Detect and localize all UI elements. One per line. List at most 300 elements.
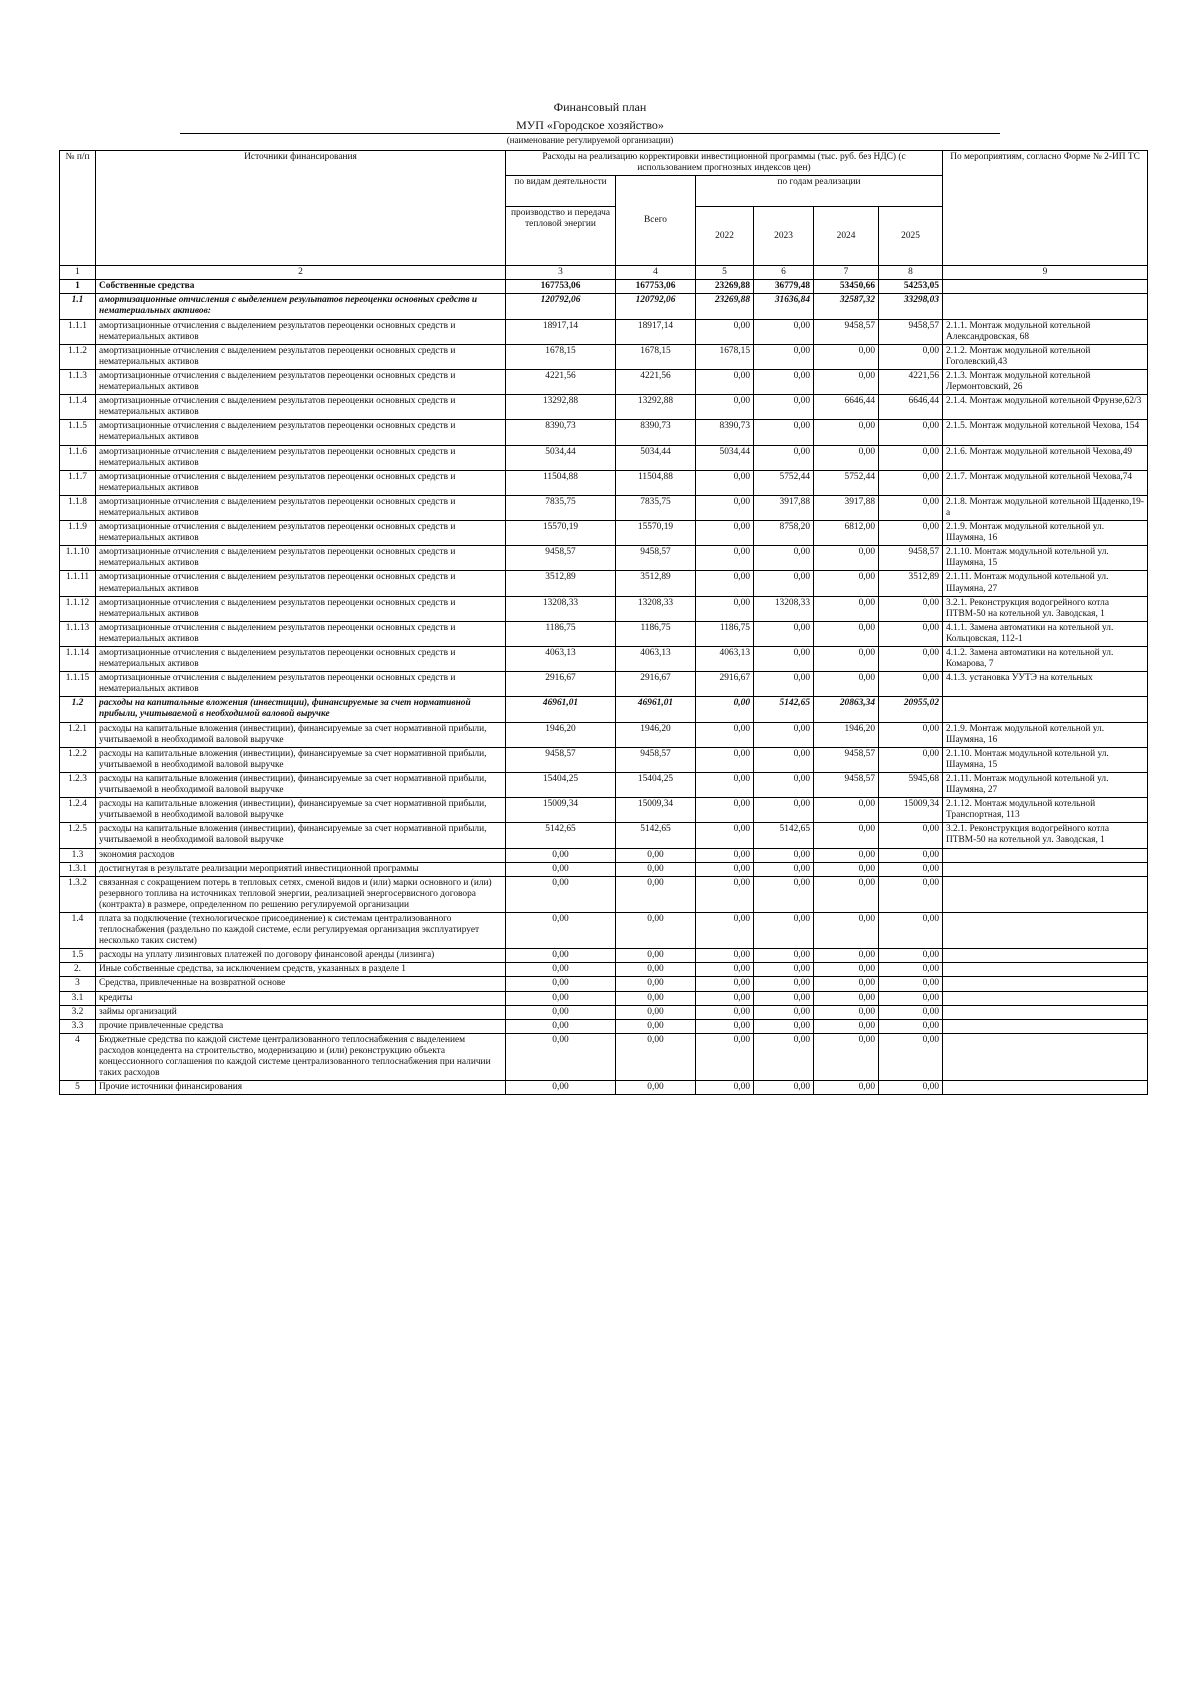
- measure-cell: 4.1.1. Замена автоматики на котельной ул. Кольцовская, 112-1: [943, 621, 1148, 646]
- header-activity-name: производство и передача тепловой энергии: [506, 207, 616, 266]
- source-name-cell: Собственные средства: [96, 280, 506, 294]
- activity-value-cell: 0,00: [506, 1033, 616, 1080]
- table-row: [60, 977, 1148, 991]
- source-name-cell: амортизационные отчисления с выделением результатов переоценки основных средств и нематериальных активов: [96, 470, 506, 495]
- row-number-cell: 1.4: [60, 912, 96, 948]
- source-name-cell: амортизационные отчисления с выделением результатов переоценки основных средств и нематериальных активов: [96, 647, 506, 672]
- table-row: [60, 963, 1148, 977]
- activity-value-cell: 9458,57: [506, 546, 616, 571]
- activity-value-cell: 9458,57: [506, 747, 616, 772]
- measure-cell: 2.1.6. Монтаж модульной котельной Чехова,49: [943, 445, 1148, 470]
- total-value-cell: 1678,15: [616, 344, 696, 369]
- total-value-cell: 0,00: [616, 963, 696, 977]
- year-2023-cell: 0,00: [754, 747, 814, 772]
- source-name-cell: расходы на капитальные вложения (инвестиции), финансируемые за счет нормативной прибыли, учитываемой в необходимой валовой выручке: [96, 747, 506, 772]
- activity-value-cell: 1946,20: [506, 722, 616, 747]
- row-number-cell: 1.1.15: [60, 672, 96, 697]
- year-2023-cell: 5142,65: [754, 823, 814, 848]
- year-2022-cell: 0,00: [696, 722, 754, 747]
- total-value-cell: 13208,33: [616, 596, 696, 621]
- source-name-cell: амортизационные отчисления с выделением результатов переоценки основных средств и нематериальных активов: [96, 546, 506, 571]
- organization-underline: [180, 133, 1000, 134]
- row-number-cell: 1.5: [60, 949, 96, 963]
- activity-value-cell: 0,00: [506, 862, 616, 876]
- year-2025-cell: 0,00: [879, 470, 943, 495]
- measure-cell: 2.1.8. Монтаж модульной котельной Щаденко,19-а: [943, 495, 1148, 520]
- measure-cell: 2.1.4. Монтаж модульной котельной Фрунзе,62/3: [943, 395, 1148, 420]
- activity-value-cell: 1186,75: [506, 621, 616, 646]
- header-year-2024: 2024: [814, 207, 879, 266]
- column-numbers-row: [60, 266, 1148, 280]
- source-name-cell: достигнутая в результате реализации мероприятий инвестиционной программы: [96, 862, 506, 876]
- activity-value-cell: 15570,19: [506, 521, 616, 546]
- total-value-cell: 0,00: [616, 1019, 696, 1033]
- table-row: [60, 420, 1148, 445]
- total-value-cell: 120792,06: [616, 294, 696, 319]
- year-2022-cell: 0,00: [696, 912, 754, 948]
- table-row: [60, 1081, 1148, 1095]
- source-name-cell: плата за подключение (технологическое присоединение) к системам централизованного теплоснабжения (раздельно по каждой системе, если регулируемая организация эксплуатирует несколько таких систем): [96, 912, 506, 948]
- year-2022-cell: 0,00: [696, 521, 754, 546]
- measure-cell: 2.1.2. Монтаж модульной котельной Гоголевский,43: [943, 344, 1148, 369]
- table-row: [60, 344, 1148, 369]
- measure-cell: 2.1.3. Монтаж модульной котельной Лермонтовский, 26: [943, 369, 1148, 394]
- measure-cell: [943, 876, 1148, 912]
- row-number-cell: 1: [60, 280, 96, 294]
- activity-value-cell: 13292,88: [506, 395, 616, 420]
- organization-name-text: МУП «Городское хозяйство»: [516, 118, 664, 132]
- table-row: [60, 798, 1148, 823]
- year-2024-cell: 0,00: [814, 420, 879, 445]
- year-2024-cell: 0,00: [814, 1081, 879, 1095]
- year-2025-cell: 0,00: [879, 722, 943, 747]
- year-2024-cell: 0,00: [814, 991, 879, 1005]
- year-2025-cell: 0,00: [879, 647, 943, 672]
- row-number-cell: 1.1: [60, 294, 96, 319]
- col-number: 4: [616, 266, 696, 280]
- year-2023-cell: 0,00: [754, 912, 814, 948]
- total-value-cell: 1946,20: [616, 722, 696, 747]
- measure-cell: [943, 1005, 1148, 1019]
- row-number-cell: 1.1.14: [60, 647, 96, 672]
- year-2024-cell: 0,00: [814, 546, 879, 571]
- year-2022-cell: 0,00: [696, 862, 754, 876]
- year-2023-cell: 31636,84: [754, 294, 814, 319]
- source-name-cell: амортизационные отчисления с выделением результатов переоценки основных средств и нематериальных активов: [96, 495, 506, 520]
- year-2022-cell: 0,00: [696, 798, 754, 823]
- year-2023-cell: 0,00: [754, 876, 814, 912]
- header-total: Всего: [616, 176, 696, 266]
- measure-cell: [943, 862, 1148, 876]
- row-number-cell: 1.1.3: [60, 369, 96, 394]
- year-2023-cell: 0,00: [754, 319, 814, 344]
- table-row: [60, 823, 1148, 848]
- year-2024-cell: 6646,44: [814, 395, 879, 420]
- measure-cell: [943, 912, 1148, 948]
- row-number-cell: 1.1.10: [60, 546, 96, 571]
- total-value-cell: 18917,14: [616, 319, 696, 344]
- activity-value-cell: 46961,01: [506, 697, 616, 722]
- table-row: [60, 848, 1148, 862]
- measure-cell: [943, 697, 1148, 722]
- total-value-cell: 4063,13: [616, 647, 696, 672]
- year-2025-cell: 0,00: [879, 495, 943, 520]
- source-name-cell: амортизационные отчисления с выделением результатов переоценки основных средств и нематериальных активов: [96, 521, 506, 546]
- table-row: [60, 672, 1148, 697]
- total-value-cell: 0,00: [616, 1081, 696, 1095]
- year-2024-cell: 0,00: [814, 445, 879, 470]
- year-2023-cell: 8758,20: [754, 521, 814, 546]
- table-row: [60, 991, 1148, 1005]
- activity-value-cell: 0,00: [506, 991, 616, 1005]
- year-2025-cell: 0,00: [879, 445, 943, 470]
- row-number-cell: 1.2.4: [60, 798, 96, 823]
- activity-value-cell: 0,00: [506, 949, 616, 963]
- year-2023-cell: 0,00: [754, 1019, 814, 1033]
- row-number-cell: 1.1.7: [60, 470, 96, 495]
- year-2023-cell: 5752,44: [754, 470, 814, 495]
- year-2025-cell: 4221,56: [879, 369, 943, 394]
- col-number: 7: [814, 266, 879, 280]
- measure-cell: 2.1.11. Монтаж модульной котельной ул. Шаумяна, 27: [943, 772, 1148, 797]
- year-2022-cell: 0,00: [696, 823, 754, 848]
- year-2025-cell: 54253,05: [879, 280, 943, 294]
- source-name-cell: экономия расходов: [96, 848, 506, 862]
- row-number-cell: 1.1.13: [60, 621, 96, 646]
- year-2023-cell: 36779,48: [754, 280, 814, 294]
- year-2024-cell: 0,00: [814, 1019, 879, 1033]
- header-expenses: Расходы на реализацию корректировки инвестиционной программы (тыс. руб. без НДС) (с использованием прогнозных индексов цен): [506, 151, 943, 176]
- row-number-cell: 1.2.1: [60, 722, 96, 747]
- year-2022-cell: 0,00: [696, 395, 754, 420]
- row-number-cell: 1.1.8: [60, 495, 96, 520]
- year-2025-cell: 0,00: [879, 747, 943, 772]
- year-2025-cell: 0,00: [879, 344, 943, 369]
- year-2023-cell: 0,00: [754, 1081, 814, 1095]
- year-2025-cell: 0,00: [879, 823, 943, 848]
- year-2022-cell: 0,00: [696, 747, 754, 772]
- source-name-cell: расходы на уплату лизинговых платежей по договору финансовой аренды (лизинга): [96, 949, 506, 963]
- table-row: [60, 369, 1148, 394]
- year-2024-cell: 0,00: [814, 977, 879, 991]
- table-row: [60, 772, 1148, 797]
- activity-value-cell: 15009,34: [506, 798, 616, 823]
- row-number-cell: 3: [60, 977, 96, 991]
- row-number-cell: 4: [60, 1033, 96, 1080]
- year-2023-cell: 0,00: [754, 621, 814, 646]
- total-value-cell: 9458,57: [616, 747, 696, 772]
- year-2025-cell: 6646,44: [879, 395, 943, 420]
- measure-cell: 2.1.9. Монтаж модульной котельной ул. Шаумяна, 16: [943, 521, 1148, 546]
- source-name-cell: Прочие источники финансирования: [96, 1081, 506, 1095]
- source-name-cell: Иные собственные средства, за исключением средств, указанных в разделе 1: [96, 963, 506, 977]
- year-2024-cell: 32587,32: [814, 294, 879, 319]
- header-year-2025: 2025: [879, 207, 943, 266]
- table-row: [60, 445, 1148, 470]
- year-2022-cell: 1186,75: [696, 621, 754, 646]
- document-title: Финансовый план: [553, 100, 647, 114]
- total-value-cell: 9458,57: [616, 546, 696, 571]
- total-value-cell: 15009,34: [616, 798, 696, 823]
- year-2022-cell: 0,00: [696, 1019, 754, 1033]
- year-2024-cell: 0,00: [814, 862, 879, 876]
- row-number-cell: 5: [60, 1081, 96, 1095]
- row-number-cell: 1.2: [60, 697, 96, 722]
- table-row: [60, 647, 1148, 672]
- total-value-cell: 0,00: [616, 876, 696, 912]
- year-2022-cell: 0,00: [696, 963, 754, 977]
- year-2024-cell: 0,00: [814, 823, 879, 848]
- row-number-cell: 3.1: [60, 991, 96, 1005]
- activity-value-cell: 4063,13: [506, 647, 616, 672]
- year-2023-cell: 0,00: [754, 571, 814, 596]
- total-value-cell: 46961,01: [616, 697, 696, 722]
- measure-cell: [943, 294, 1148, 319]
- year-2022-cell: 0,00: [696, 369, 754, 394]
- total-value-cell: 11504,88: [616, 470, 696, 495]
- activity-value-cell: 5142,65: [506, 823, 616, 848]
- measure-cell: 3.2.1. Реконструкция водогрейного котла ПТВМ-50 на котельной ул. Заводская, 1: [943, 596, 1148, 621]
- year-2025-cell: 5945,68: [879, 772, 943, 797]
- year-2024-cell: 9458,57: [814, 747, 879, 772]
- total-value-cell: 4221,56: [616, 369, 696, 394]
- activity-value-cell: 5034,44: [506, 445, 616, 470]
- year-2024-cell: 0,00: [814, 912, 879, 948]
- source-name-cell: амортизационные отчисления с выделением результатов переоценки основных средств и нематериальных активов: [96, 672, 506, 697]
- source-name-cell: амортизационные отчисления с выделением результатов переоценки основных средств и нематериальных активов: [96, 420, 506, 445]
- year-2025-cell: 0,00: [879, 672, 943, 697]
- year-2022-cell: 0,00: [696, 571, 754, 596]
- table-row: [60, 294, 1148, 319]
- year-2025-cell: 0,00: [879, 876, 943, 912]
- table-row: [60, 596, 1148, 621]
- total-value-cell: 0,00: [616, 991, 696, 1005]
- year-2023-cell: 0,00: [754, 672, 814, 697]
- header-num: № п/п: [60, 151, 96, 266]
- year-2025-cell: 33298,03: [879, 294, 943, 319]
- measure-cell: 3.2.1. Реконструкция водогрейного котла ПТВМ-50 на котельной ул. Заводская, 1: [943, 823, 1148, 848]
- source-name-cell: амортизационные отчисления с выделением результатов переоценки основных средств и нематериальных активов: [96, 319, 506, 344]
- source-name-cell: прочие привлеченные средства: [96, 1019, 506, 1033]
- total-value-cell: 2916,67: [616, 672, 696, 697]
- row-number-cell: 1.2.3: [60, 772, 96, 797]
- year-2024-cell: 0,00: [814, 1033, 879, 1080]
- row-number-cell: 1.1.11: [60, 571, 96, 596]
- table-row: [60, 546, 1148, 571]
- year-2023-cell: 0,00: [754, 991, 814, 1005]
- table-row: [60, 949, 1148, 963]
- measure-cell: 2.1.1. Монтаж модульной котельной Александровская, 68: [943, 319, 1148, 344]
- year-2022-cell: 0,00: [696, 495, 754, 520]
- header-row-1: [60, 151, 1148, 176]
- activity-value-cell: 2916,67: [506, 672, 616, 697]
- table-row: [60, 571, 1148, 596]
- header-by-activity: по видам деятельности: [506, 176, 616, 207]
- year-2023-cell: 0,00: [754, 772, 814, 797]
- source-name-cell: Средства, привлеченные на возвратной основе: [96, 977, 506, 991]
- total-value-cell: 15404,25: [616, 772, 696, 797]
- year-2023-cell: 5142,65: [754, 697, 814, 722]
- year-2023-cell: 0,00: [754, 977, 814, 991]
- year-2022-cell: 8390,73: [696, 420, 754, 445]
- row-number-cell: 1.1.5: [60, 420, 96, 445]
- activity-value-cell: 1678,15: [506, 344, 616, 369]
- total-value-cell: 1186,75: [616, 621, 696, 646]
- row-number-cell: 1.1.12: [60, 596, 96, 621]
- source-name-cell: расходы на капитальные вложения (инвестиции), финансируемые за счет нормативной прибыли, учитываемой в необходимой валовой выручке: [96, 823, 506, 848]
- year-2024-cell: 9458,57: [814, 319, 879, 344]
- measure-cell: [943, 848, 1148, 862]
- year-2024-cell: 5752,44: [814, 470, 879, 495]
- table-row: [60, 319, 1148, 344]
- year-2023-cell: 0,00: [754, 722, 814, 747]
- table-row: [60, 470, 1148, 495]
- year-2023-cell: 0,00: [754, 647, 814, 672]
- table-row: [60, 395, 1148, 420]
- total-value-cell: 15570,19: [616, 521, 696, 546]
- year-2022-cell: 0,00: [696, 1081, 754, 1095]
- row-number-cell: 3.2: [60, 1005, 96, 1019]
- year-2025-cell: 9458,57: [879, 319, 943, 344]
- table-row: [60, 621, 1148, 646]
- measure-cell: [943, 949, 1148, 963]
- year-2023-cell: 0,00: [754, 395, 814, 420]
- year-2024-cell: 3917,88: [814, 495, 879, 520]
- header-source: Источники финансирования: [96, 151, 506, 266]
- organization-caption: (наименование регулируемой организации): [506, 135, 674, 145]
- total-value-cell: 0,00: [616, 949, 696, 963]
- source-name-cell: амортизационные отчисления с выделением результатов переоценки основных средств и нематериальных активов:: [96, 294, 506, 319]
- col-number: 9: [943, 266, 1148, 280]
- row-number-cell: 1.2.5: [60, 823, 96, 848]
- measure-cell: [943, 1019, 1148, 1033]
- table-row: [60, 521, 1148, 546]
- source-name-cell: расходы на капитальные вложения (инвестиции), финансируемые за счет нормативной прибыли, учитываемой в необходимой валовой выручке: [96, 798, 506, 823]
- table-row: [60, 747, 1148, 772]
- activity-value-cell: 15404,25: [506, 772, 616, 797]
- year-2025-cell: 15009,34: [879, 798, 943, 823]
- table-row: [60, 862, 1148, 876]
- measure-cell: [943, 977, 1148, 991]
- year-2025-cell: 0,00: [879, 1033, 943, 1080]
- table-row: [60, 495, 1148, 520]
- year-2022-cell: 0,00: [696, 876, 754, 912]
- activity-value-cell: 11504,88: [506, 470, 616, 495]
- activity-value-cell: 0,00: [506, 963, 616, 977]
- source-name-cell: амортизационные отчисления с выделением результатов переоценки основных средств и нематериальных активов: [96, 445, 506, 470]
- year-2022-cell: 2916,67: [696, 672, 754, 697]
- row-number-cell: 1.1.4: [60, 395, 96, 420]
- year-2024-cell: 0,00: [814, 963, 879, 977]
- total-value-cell: 5142,65: [616, 823, 696, 848]
- year-2025-cell: 0,00: [879, 1081, 943, 1095]
- year-2023-cell: 13208,33: [754, 596, 814, 621]
- col-number: 1: [60, 266, 96, 280]
- measure-cell: [943, 963, 1148, 977]
- year-2025-cell: 0,00: [879, 977, 943, 991]
- year-2022-cell: 0,00: [696, 596, 754, 621]
- year-2024-cell: 53450,66: [814, 280, 879, 294]
- year-2024-cell: 0,00: [814, 369, 879, 394]
- header-year-2022: 2022: [696, 207, 754, 266]
- year-2025-cell: 0,00: [879, 949, 943, 963]
- source-name-cell: амортизационные отчисления с выделением результатов переоценки основных средств и нематериальных активов: [96, 571, 506, 596]
- measure-cell: 2.1.10. Монтаж модульной котельной ул. Шаумяна, 15: [943, 546, 1148, 571]
- measure-cell: [943, 991, 1148, 1005]
- organization-name: [180, 118, 1000, 133]
- row-number-cell: 2.: [60, 963, 96, 977]
- total-value-cell: 167753,06: [616, 280, 696, 294]
- year-2022-cell: 0,00: [696, 991, 754, 1005]
- year-2023-cell: 0,00: [754, 369, 814, 394]
- activity-value-cell: 0,00: [506, 1005, 616, 1019]
- measure-cell: [943, 280, 1148, 294]
- source-name-cell: амортизационные отчисления с выделением результатов переоценки основных средств и нематериальных активов: [96, 344, 506, 369]
- table-row: [60, 697, 1148, 722]
- row-number-cell: 1.1.2: [60, 344, 96, 369]
- source-name-cell: расходы на капитальные вложения (инвестиции), финансируемые за счет нормативной прибыли, учитываемой в необходимой валовой выручке: [96, 697, 506, 722]
- year-2023-cell: 0,00: [754, 344, 814, 369]
- year-2023-cell: 0,00: [754, 1005, 814, 1019]
- year-2024-cell: 0,00: [814, 596, 879, 621]
- year-2024-cell: 6812,00: [814, 521, 879, 546]
- total-value-cell: 0,00: [616, 848, 696, 862]
- activity-value-cell: 0,00: [506, 1081, 616, 1095]
- year-2024-cell: 0,00: [814, 798, 879, 823]
- year-2023-cell: 0,00: [754, 798, 814, 823]
- year-2022-cell: 0,00: [696, 1033, 754, 1080]
- year-2023-cell: 0,00: [754, 848, 814, 862]
- year-2022-cell: 23269,88: [696, 280, 754, 294]
- measure-cell: 2.1.5. Монтаж модульной котельной Чехова, 154: [943, 420, 1148, 445]
- year-2024-cell: 1946,20: [814, 722, 879, 747]
- year-2025-cell: 0,00: [879, 991, 943, 1005]
- table-body: [60, 280, 1148, 1095]
- total-value-cell: 13292,88: [616, 395, 696, 420]
- total-value-cell: 7835,75: [616, 495, 696, 520]
- year-2024-cell: 0,00: [814, 949, 879, 963]
- col-number: 6: [754, 266, 814, 280]
- activity-value-cell: 0,00: [506, 848, 616, 862]
- year-2023-cell: 0,00: [754, 862, 814, 876]
- measure-cell: 2.1.7. Монтаж модульной котельной Чехова,74: [943, 470, 1148, 495]
- activity-value-cell: 18917,14: [506, 319, 616, 344]
- year-2023-cell: 0,00: [754, 420, 814, 445]
- year-2022-cell: 0,00: [696, 848, 754, 862]
- header-measures: По мероприятиям, согласно Форме № 2-ИП ТС: [943, 151, 1148, 266]
- year-2025-cell: 0,00: [879, 1005, 943, 1019]
- measure-cell: [943, 1081, 1148, 1095]
- total-value-cell: 0,00: [616, 977, 696, 991]
- year-2024-cell: 0,00: [814, 848, 879, 862]
- col-number: 8: [879, 266, 943, 280]
- year-2024-cell: 0,00: [814, 1005, 879, 1019]
- activity-value-cell: 13208,33: [506, 596, 616, 621]
- year-2025-cell: 3512,89: [879, 571, 943, 596]
- year-2023-cell: 0,00: [754, 1033, 814, 1080]
- year-2022-cell: 0,00: [696, 470, 754, 495]
- measure-cell: 2.1.9. Монтаж модульной котельной ул. Шаумяна, 16: [943, 722, 1148, 747]
- year-2023-cell: 3917,88: [754, 495, 814, 520]
- year-2024-cell: 0,00: [814, 876, 879, 912]
- measure-cell: [943, 1033, 1148, 1080]
- year-2025-cell: 0,00: [879, 912, 943, 948]
- year-2025-cell: 0,00: [879, 521, 943, 546]
- measure-cell: 4.1.2. Замена автоматики на котельной ул. Комарова, 7: [943, 647, 1148, 672]
- table-row: [60, 1019, 1148, 1033]
- year-2025-cell: 0,00: [879, 596, 943, 621]
- year-2023-cell: 0,00: [754, 963, 814, 977]
